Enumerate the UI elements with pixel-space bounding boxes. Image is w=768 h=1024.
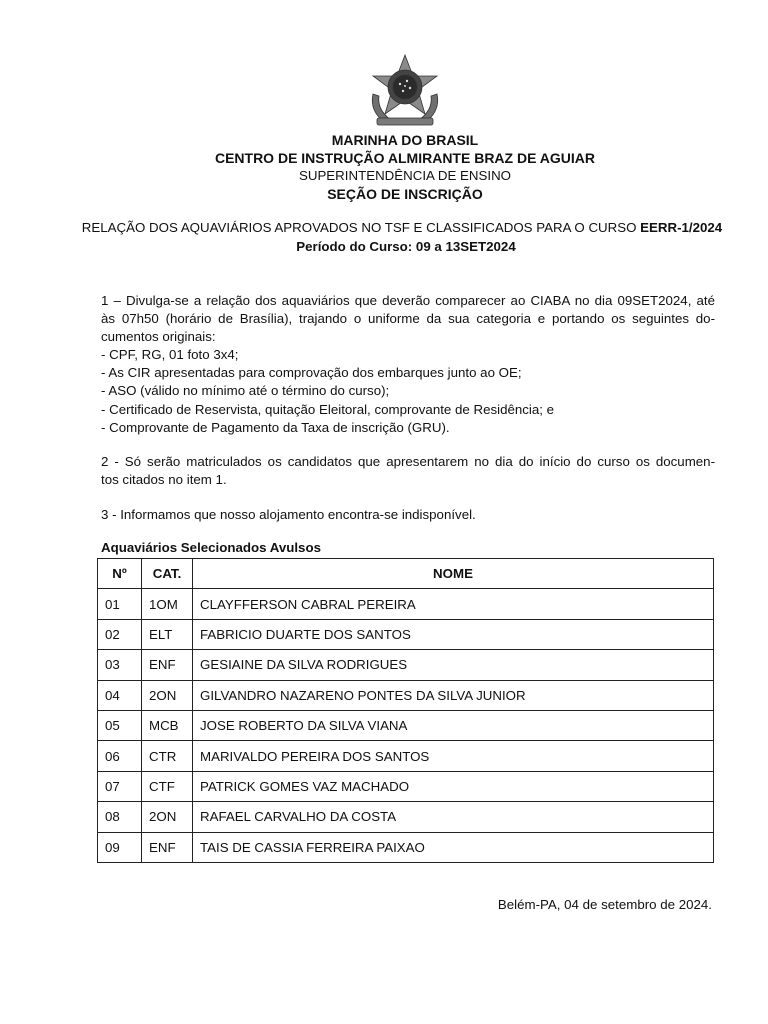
table-row xyxy=(98,832,714,862)
list-item: - Comprovante de Pagamento da Taxa de inscrição (GRU). xyxy=(101,419,450,435)
brazil-coat-of-arms-icon xyxy=(367,54,443,128)
row-number: 03 xyxy=(98,650,142,680)
column-header-name: NOME xyxy=(193,559,714,589)
table-row xyxy=(98,771,714,801)
row-name: CLAYFFERSON CABRAL PEREIRA xyxy=(193,589,714,619)
paragraph-2 xyxy=(101,453,715,489)
paragraph-3 xyxy=(101,506,715,524)
table-title: Aquaviários Selecionados Avulsos xyxy=(101,540,321,555)
row-category: ELT xyxy=(142,619,193,649)
department-title: SUPERINTENDÊNCIA DE ENSINO xyxy=(298,168,512,183)
row-number: 01 xyxy=(98,589,142,619)
org-title: MARINHA DO BRASIL xyxy=(331,132,479,148)
table-row xyxy=(98,710,714,740)
row-category: ENF xyxy=(142,832,193,862)
row-number: 05 xyxy=(98,710,142,740)
table-row xyxy=(98,680,714,710)
row-category: 1OM xyxy=(142,589,193,619)
table-row xyxy=(98,589,714,619)
row-name: MARIVALDO PEREIRA DOS SANTOS xyxy=(193,741,714,771)
row-number: 08 xyxy=(98,802,142,832)
row-number: 09 xyxy=(98,832,142,862)
course-period: Período do Curso: 09 a 13SET2024 xyxy=(296,239,516,254)
paragraph-line: 1 – Divulga-se a relação dos aquaviários que deverão comparecer ao CIABA no dia 09SET2024, até xyxy=(101,293,715,308)
section-title: SEÇÃO DE INSCRIÇÃO xyxy=(327,186,483,202)
row-category: CTF xyxy=(142,771,193,801)
center-title: CENTRO DE INSTRUÇÃO ALMIRANTE BRAZ DE AGUIAR xyxy=(214,150,596,166)
course-code: EERR-1/2024 xyxy=(640,220,723,235)
row-name: PATRICK GOMES VAZ MACHADO xyxy=(193,771,714,801)
row-number: 04 xyxy=(98,680,142,710)
row-name: RAFAEL CARVALHO DA COSTA xyxy=(193,802,714,832)
row-name: FABRICIO DUARTE DOS SANTOS xyxy=(193,619,714,649)
table-row xyxy=(98,741,714,771)
paragraph-line: às 07h50 (horário de Brasília), trajando o uniforme da sua categoria e portando os seguintes do- xyxy=(101,311,715,327)
row-category: 2ON xyxy=(142,802,193,832)
row-name: TAIS DE CASSIA FERREIRA PAIXAO xyxy=(193,832,714,862)
list-item: - CPF, RG, 01 foto 3x4; xyxy=(101,347,239,363)
paragraph-line: 2 - Só serão matriculados os candidatos que apresentarem no dia do início do curso os documen- xyxy=(101,454,715,469)
column-header-category: CAT. xyxy=(142,559,193,589)
paragraph-line: 3 - Informamos que nosso alojamento encontra-se indisponível. xyxy=(101,507,476,522)
table-header-row xyxy=(98,559,714,589)
table-row xyxy=(98,650,714,680)
row-number: 06 xyxy=(98,741,142,771)
paragraph-line: cumentos originais: xyxy=(101,329,216,345)
table-row xyxy=(98,802,714,832)
list-item: - ASO (válido no mínimo até o término do curso); xyxy=(101,383,390,399)
row-category: CTR xyxy=(142,741,193,771)
row-number: 07 xyxy=(98,771,142,801)
selected-table xyxy=(97,558,714,863)
row-name: GESIAINE DA SILVA RODRIGUES xyxy=(193,650,714,680)
row-name: GILVANDRO NAZARENO PONTES DA SILVA JUNIOR xyxy=(193,680,714,710)
row-name: JOSE ROBERTO DA SILVA VIANA xyxy=(193,710,714,740)
date-place: Belém-PA, 04 de setembro de 2024. xyxy=(497,897,712,912)
relation-line xyxy=(0,220,768,235)
paragraph-line: tos citados no item 1. xyxy=(101,472,227,488)
list-item: - As CIR apresentadas para comprovação dos embarques junto ao OE; xyxy=(101,365,522,381)
relation-text: RELAÇÃO DOS AQUAVIÁRIOS APROVADOS NO TSF E CLASSIFICADOS PARA O CURSO xyxy=(81,220,641,235)
row-category: ENF xyxy=(142,650,193,680)
table-row xyxy=(98,619,714,649)
paragraph-1 xyxy=(101,292,715,437)
column-header-number: Nº xyxy=(98,559,142,589)
row-category: 2ON xyxy=(142,680,193,710)
list-item: - Certificado de Reservista, quitação Eleitoral, comprovante de Residência; e xyxy=(101,401,555,417)
row-category: MCB xyxy=(142,710,193,740)
row-number: 02 xyxy=(98,619,142,649)
